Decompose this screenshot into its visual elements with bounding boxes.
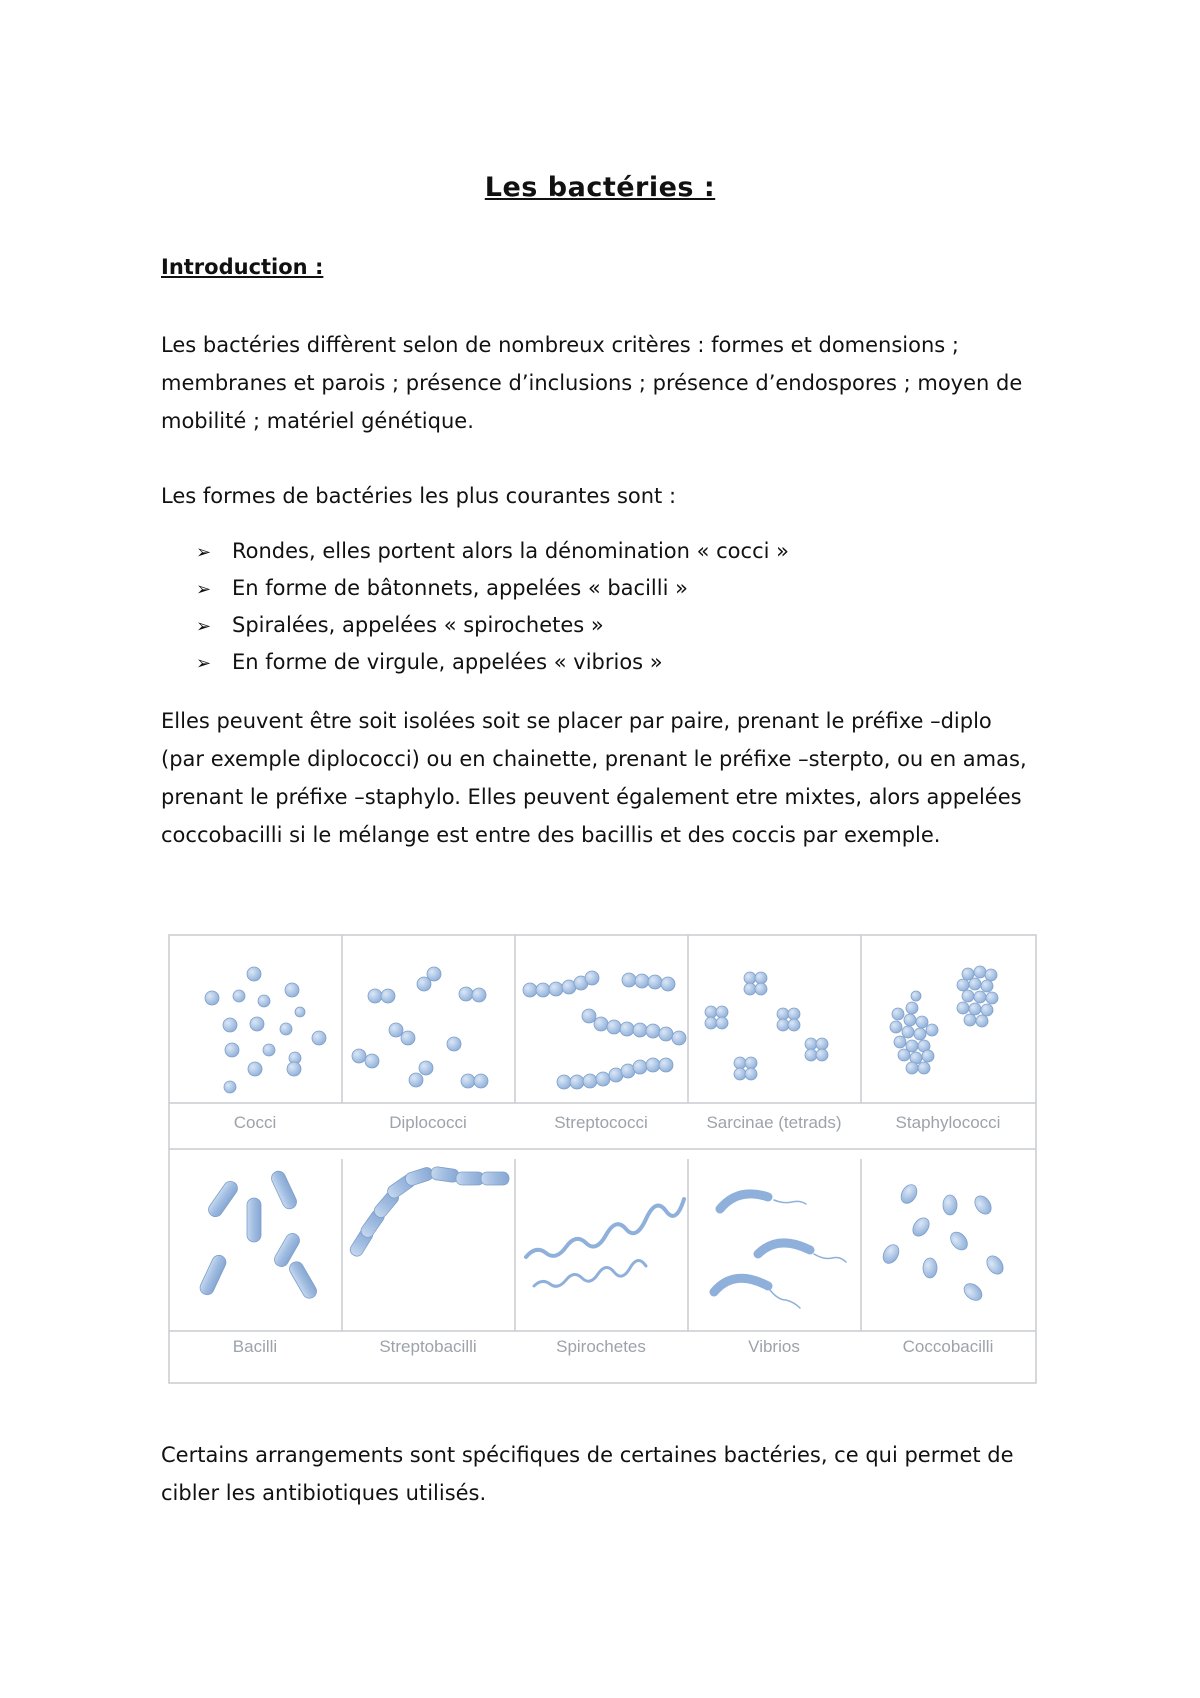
intro-paragraph: Les bactéries diffèrent selon de nombreux critères : formes et domensions ; membranes et parois ; présence d’inclusions ; présence d’endospores ; moyen de mobilité ; matériel génétique.	[161, 333, 1023, 433]
staphylococci-art	[890, 966, 998, 1074]
list-item-text: Spiralées, appelées « spirochetes »	[232, 613, 604, 637]
label-diplococci: Diplococci	[389, 1113, 467, 1132]
label-bacilli: Bacilli	[232, 1337, 278, 1356]
label-coccobacilli: Coccobacilli	[902, 1337, 994, 1356]
streptococci-art	[523, 971, 686, 1089]
section-heading-introduction: Introduction :	[161, 255, 324, 279]
label-spirochetes: Spirochetes	[556, 1337, 646, 1356]
bacteria-shapes-figure	[168, 934, 1037, 1384]
label-cocci: Cocci	[233, 1113, 277, 1132]
vibrios-art	[714, 1194, 846, 1308]
label-staphylococci: Staphylococci	[895, 1113, 1001, 1132]
figure-grid	[169, 935, 1036, 1383]
coccobacilli-art	[880, 1182, 1007, 1304]
arrow-bullet-icon: ➢	[196, 579, 212, 600]
diplococci-art	[352, 967, 488, 1088]
list-item-text: En forme de bâtonnets, appelées « bacilli »	[232, 576, 688, 600]
label-vibrios: Vibrios	[748, 1337, 800, 1356]
conclusion-paragraph: Certains arrangements sont spécifiques de certaines bactéries, ce qui permet de cibler les antibiotiques utilisés.	[161, 1443, 1014, 1505]
bacilli-art	[198, 1169, 319, 1301]
arrow-bullet-icon: ➢	[196, 653, 212, 674]
list-item	[196, 570, 789, 607]
arrow-bullet-icon: ➢	[196, 616, 212, 637]
list-item	[196, 533, 789, 570]
forms-list	[196, 533, 789, 681]
arrangements-paragraph: Elles peuvent être soit isolées soit se placer par paire, prenant le préfixe –diplo (par exemple diplococci) ou en chainette, prenant le préfixe –sterpto, ou en amas, prenant le préfixe –staphylo. Elles peuvent également etre mixtes, alors appelées coccobacilli si le mélange est entre des bacillis et des coccis par exemple.	[161, 709, 1027, 847]
page-title: Les bactéries :	[484, 172, 716, 203]
label-sarcinae: Sarcinae (tetrads)	[706, 1113, 842, 1132]
list-item-text: En forme de virgule, appelées « vibrios »	[232, 650, 663, 674]
streptobacilli-art	[348, 1166, 509, 1258]
arrow-bullet-icon: ➢	[196, 542, 212, 563]
spirochetes-art	[526, 1199, 684, 1286]
label-streptobacilli: Streptobacilli	[379, 1337, 477, 1356]
forms-lead-paragraph: Les formes de bactéries les plus courantes sont :	[161, 484, 677, 508]
sarcinae-art	[705, 972, 828, 1080]
cocci-art	[205, 967, 326, 1093]
bacteria-shapes-illustration	[168, 934, 1037, 1384]
list-item	[196, 607, 789, 644]
list-item	[196, 644, 789, 681]
label-streptococci: Streptococci	[554, 1113, 648, 1132]
list-item-text: Rondes, elles portent alors la dénomination « cocci »	[232, 539, 789, 563]
